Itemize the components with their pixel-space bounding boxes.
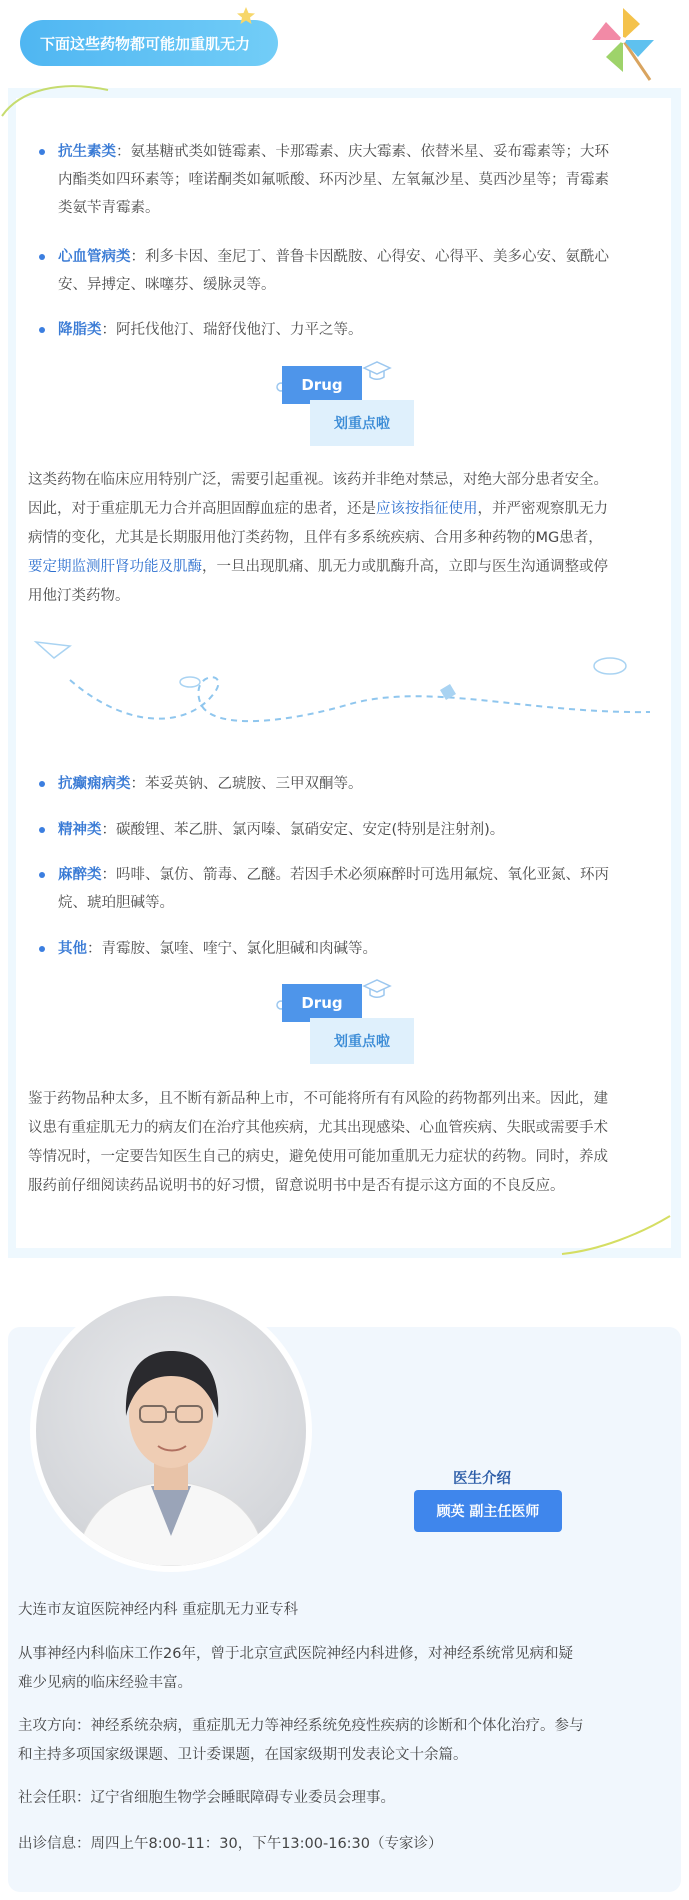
doctor-focus: 主攻方向：神经系统杂病，重症肌无力等神经系统免疫性疾病的诊断和个体化治疗。参与 和主持多项国家级课题、卫计委课题，在国家级期刊发表论文十余篇。: [18, 1718, 584, 1763]
list-item: 其他：青霉胺、氯喹、喹宁、氯化胆碱和肉碱等。: [58, 935, 377, 963]
star-icon: [236, 6, 256, 26]
curve-decoration: [560, 1214, 680, 1258]
doctor-clinic-hours: 出诊信息：周四上午8:00-11：30，下午13:00-16:30（专家诊）: [18, 1836, 443, 1852]
list-item: 心血管病类：利多卡因、奎尼丁、普鲁卡因酰胺、心得安、心得平、美多心安、氨酰心 安、异搏定、咪噻芬、缓脉灵等。: [58, 243, 609, 299]
item-label: 抗生素类: [58, 144, 116, 160]
list-item: 降脂类：阿托伐他汀、瑞舒伐他汀、力平之等。: [58, 316, 363, 344]
drug-subtitle: 划重点啦: [310, 1018, 414, 1064]
drug-highlight: [270, 360, 430, 452]
drug-tag: Drug: [282, 984, 362, 1022]
item-label: 精神类: [58, 822, 102, 838]
divider-decoration: [30, 632, 660, 742]
item-label: 麻醉类: [58, 867, 102, 883]
item-label: 心血管病类: [58, 249, 131, 265]
drug-subtitle: 划重点啦: [310, 400, 414, 446]
header-title-badge: [20, 20, 278, 66]
highlight-text: 应该按指征使用: [376, 501, 478, 517]
list-item: 抗癫痫病类：苯妥英钠、乙琥胺、三甲双酮等。: [58, 770, 363, 798]
paragraph: 鉴于药物品种太多，且不断有新品种上市，不可能将所有有风险的药物都列出来。因此，建 议患有重症肌无力的病友们在治疗其他疾病，尤其出现感染、心血管疾病、失眠或需要手术 等情况时，一定要告知医生自己的病史，避免使用可能加重肌无力症状的药物。同时，养成 服药前仔细阅读药品说明书的好习惯，留意说明书中是否有提示这方面的不良反应。: [28, 1091, 608, 1194]
list-item: 麻醉类：吗啡、氯仿、箭毒、乙醚。若因手术必须麻醉时可选用氟烷、氧化亚氮、环丙 烷、琥珀胆碱等。: [58, 861, 609, 917]
item-label: 降脂类: [58, 322, 102, 338]
doctor-social-role: 社会任职：辽宁省细胞生物学会睡眠障碍专业委员会理事。: [18, 1790, 395, 1806]
item-label: 其他: [58, 941, 87, 957]
doctor-photo: [30, 1290, 312, 1572]
avatar: [36, 1296, 306, 1566]
graduation-cap-icon: [362, 360, 392, 384]
doctor-intro-title: 医生介绍: [453, 1471, 511, 1487]
drug-tag: Drug: [282, 366, 362, 404]
paragraph: 这类药物在临床应用特别广泛，需要引起重视。该药并非绝对禁忌，对绝大部分患者安全。 因此，对于重症肌无力合并高胆固醇血症的患者，还是应该按指征使用，并严密观察肌无力 病情的变化，尤其是长期服用他汀类药物，且伴有多系统疾病、合用多种药物的MG患者， 要定期监测肝肾功能及肌酶，一旦出现肌痛、肌无力或肌酶升高，立即与医生沟通调整或停 用他汀类药物。: [28, 472, 608, 604]
item-label: 抗癫痫病类: [58, 776, 131, 792]
pinwheel-icon: [588, 2, 658, 82]
list-item: 抗生素类：氨基糖甙类如链霉素、卡那霉素、庆大霉素、依替米星、妥布霉素等；大环 内酯类如四环素等；喹诺酮类如氟哌酸、环丙沙星、左氧氟沙星、莫西沙星等；青霉素 类氨苄青霉素。: [58, 138, 609, 222]
drug-highlight: [270, 978, 430, 1070]
doctor-experience: 从事神经内科临床工作26年，曾于北京宣武医院神经内科进修，对神经系统常见病和疑 难少见病的临床经验丰富。: [18, 1646, 573, 1691]
doctor-department: 大连市友谊医院神经内科 重症肌无力亚专科: [18, 1602, 299, 1618]
doctor-portrait-image: [36, 1296, 306, 1566]
list-item: 精神类：碳酸锂、苯乙肼、氯丙嗪、氯硝安定、安定(特别是注射剂)。: [58, 816, 504, 844]
curve-decoration: [0, 78, 120, 118]
highlight-text: 要定期监测肝肾功能及肌酶: [28, 559, 202, 575]
header-title: 下面这些药物都可能加重肌无力: [40, 34, 251, 53]
doctor-name-badge: 顾英 副主任医师: [414, 1490, 562, 1532]
graduation-cap-icon: [362, 978, 392, 1002]
